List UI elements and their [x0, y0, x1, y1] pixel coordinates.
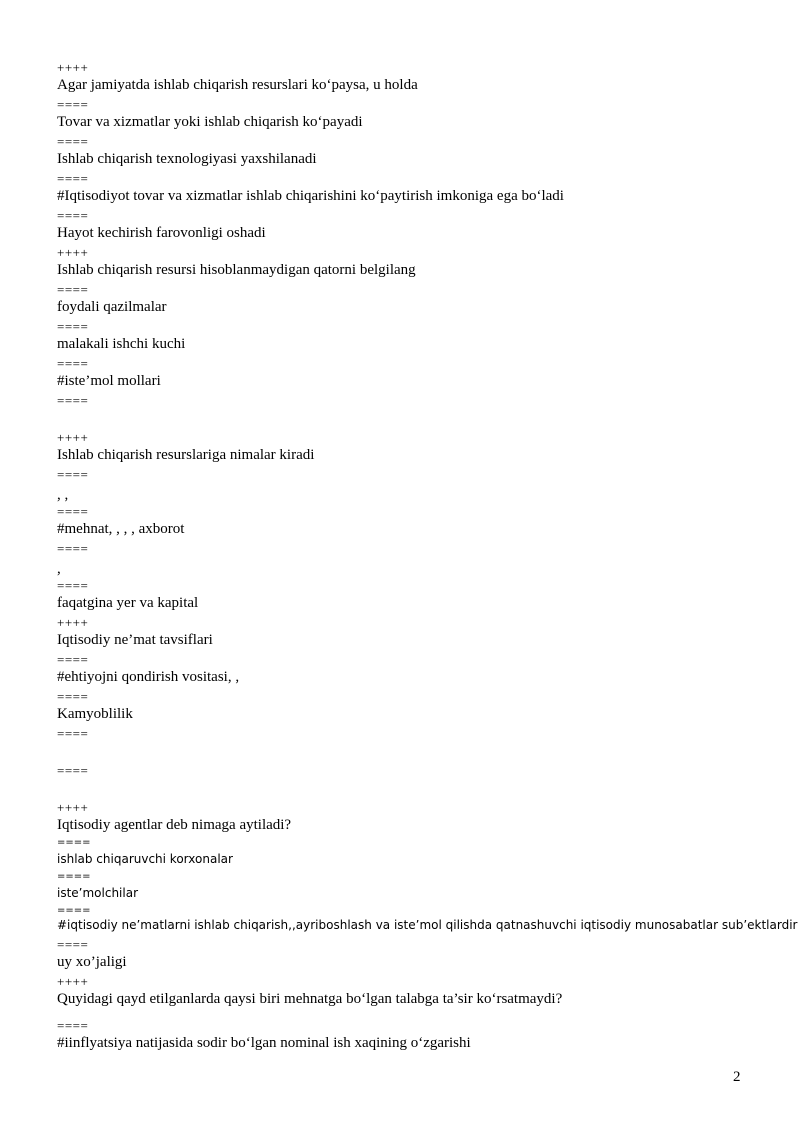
text-line: #mehnat, , , , axborot [57, 521, 185, 537]
separator-line: ==== [57, 837, 91, 848]
separator-line: ==== [57, 689, 89, 704]
separator-line: ++++ [57, 245, 89, 260]
separator-line: ==== [57, 652, 89, 667]
page-number: 2 [733, 1069, 741, 1085]
separator-line: ++++ [57, 615, 89, 630]
separator-line: ==== [57, 319, 89, 334]
text-line: uy xo’jaligi [57, 954, 127, 970]
separator-line: ++++ [57, 800, 89, 815]
separator-line: ==== [57, 97, 89, 112]
text-line: , [57, 561, 61, 577]
separator-line: ==== [57, 905, 91, 916]
text-line: Hayot kechirish farovonligi oshadi [57, 225, 266, 241]
text-line: Ishlab chiqarish resurslariga nimalar kiradi [57, 447, 315, 463]
text-line: Iqtisodiy ne’mat tavsiflari [57, 632, 213, 648]
separator-line: ++++ [57, 60, 89, 75]
text-line: ishlab chiqaruvchi korxonalar [57, 852, 233, 866]
text-line: #iqtisodiy ne’matlarni ishlab chiqarish,,ayriboshlash va iste’mol qilishda qatnashuvchi iqtisodiy munosabatlar sub’ektlardir [57, 918, 798, 932]
text-line: Quyidagi qayd etilganlarda qaysi biri mehnatga bo‘lgan talabga ta’sir ko‘rsatmaydi? [57, 991, 563, 1007]
text-line: #ehtiyojni qondirish vositasi, , [57, 669, 240, 685]
separator-line: ==== [57, 467, 89, 482]
text-line: #iinflyatsiya natijasida sodir bo‘lgan nominal ish xaqining o‘zgarishi [57, 1035, 471, 1051]
separator-line: ==== [57, 393, 89, 408]
text-line: foydali qazilmalar [57, 299, 167, 315]
text-line: #iste’mol mollari [57, 373, 161, 389]
separator-line: ==== [57, 1018, 89, 1033]
text-line: iste’molchilar [57, 886, 139, 900]
separator-line: ==== [57, 871, 91, 882]
text-line: Ishlab chiqarish texnologiyasi yaxshilanadi [57, 151, 317, 167]
text-line: #Iqtisodiyot tovar va xizmatlar ishlab chiqarishini ko‘paytirish imkoniga ega bo‘ladi [57, 188, 564, 204]
separator-line: ++++ [57, 430, 89, 445]
separator-line: ==== [57, 726, 89, 741]
text-line: malakali ishchi kuchi [57, 336, 186, 352]
text-line: , , [57, 487, 69, 503]
text-line: faqatgina yer va kapital [57, 595, 199, 611]
separator-line: ==== [57, 763, 89, 778]
text-line: Kamyoblilik [57, 706, 133, 722]
text-line: Tovar va xizmatlar yoki ishlab chiqarish ko‘payadi [57, 114, 363, 130]
separator-line: ==== [57, 578, 89, 593]
separator-line: ==== [57, 208, 89, 223]
separator-line: ==== [57, 504, 89, 519]
separator-line: ++++ [57, 974, 89, 989]
separator-line: ==== [57, 171, 89, 186]
text-line: Agar jamiyatda ishlab chiqarish resurslari ko‘paysa, u holda [57, 77, 418, 93]
separator-line: ==== [57, 356, 89, 371]
separator-line: ==== [57, 937, 89, 952]
text-line: Ishlab chiqarish resursi hisoblanmaydigan qatorni belgilang [57, 262, 416, 278]
separator-line: ==== [57, 282, 89, 297]
separator-line: ==== [57, 134, 89, 149]
separator-line: ==== [57, 541, 89, 556]
text-line: Iqtisodiy agentlar deb nimaga aytiladi? [57, 817, 292, 833]
